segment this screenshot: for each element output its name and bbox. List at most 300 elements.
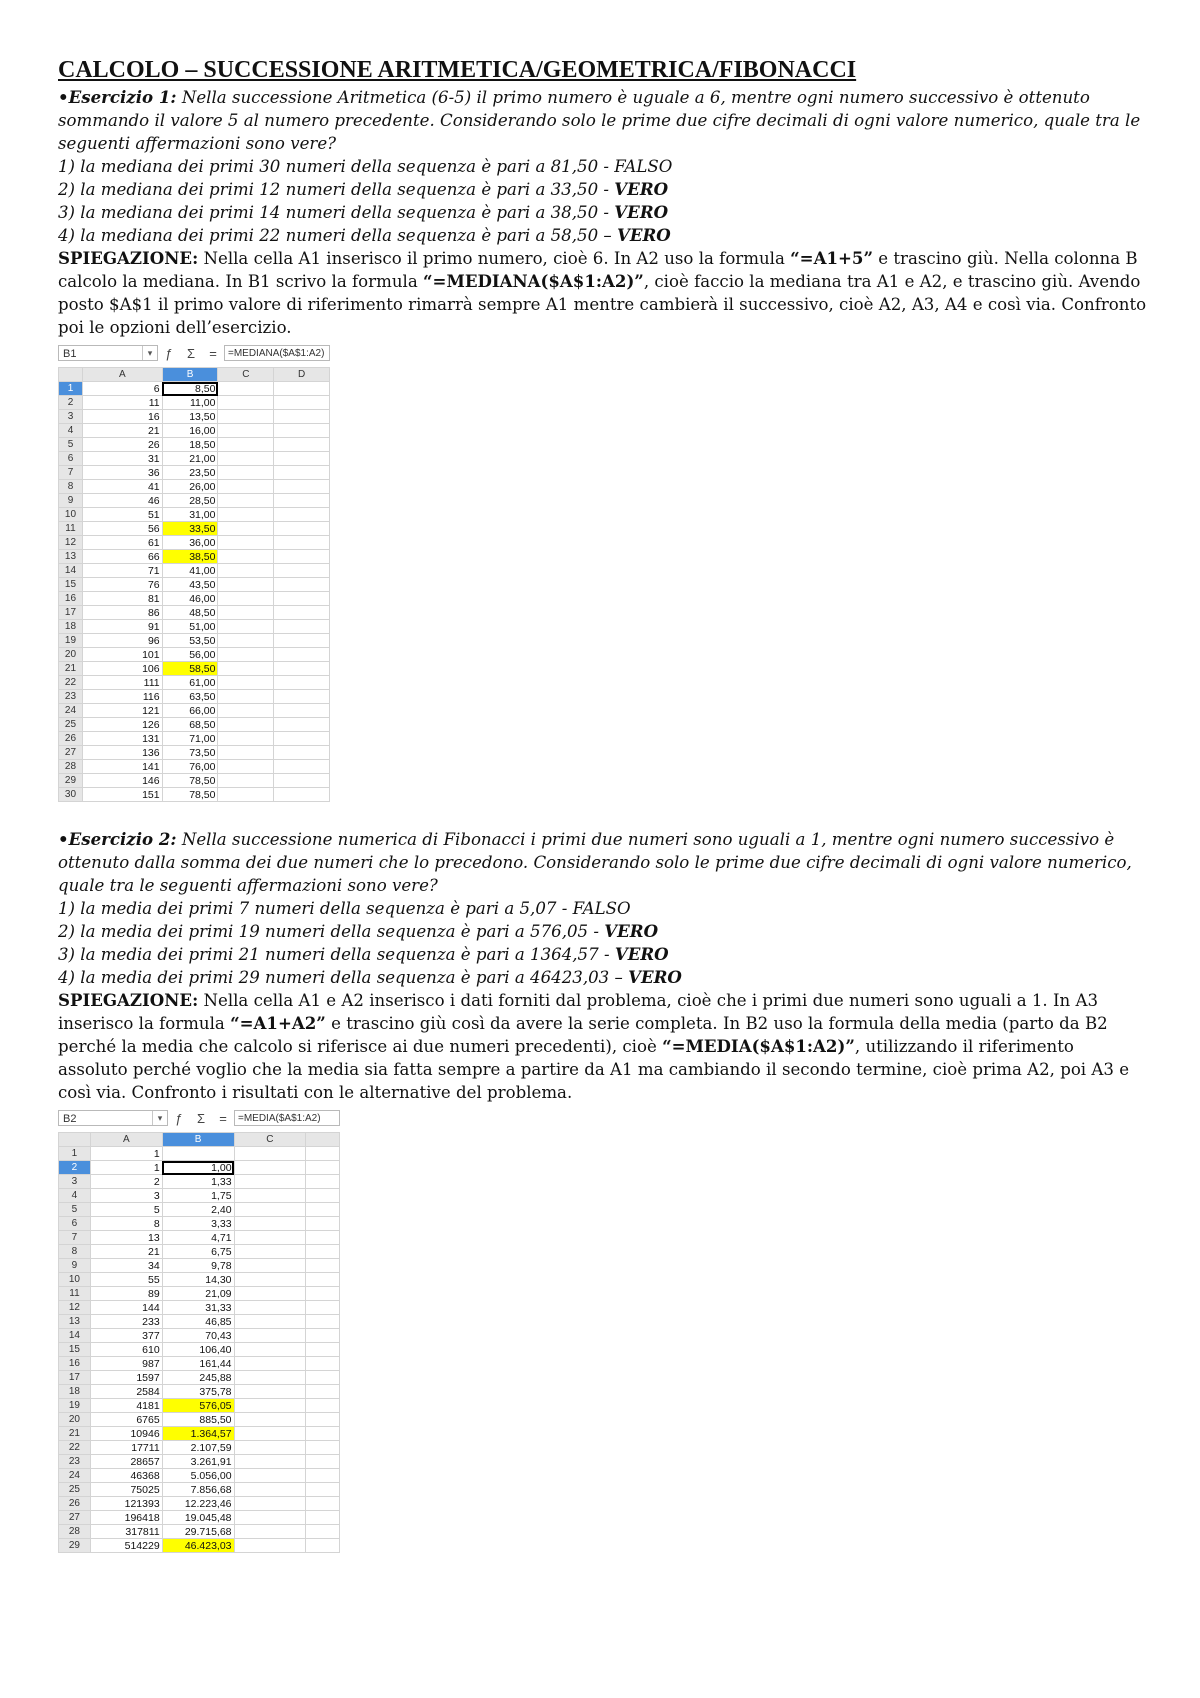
formula-input[interactable]: =MEDIANA($A$1:A2) [224,345,330,361]
cell-empty[interactable] [274,410,330,424]
cell-b[interactable]: 46.423,03 [162,1539,234,1553]
cell-empty[interactable] [234,1203,306,1217]
cell-empty[interactable] [218,410,274,424]
row-header[interactable]: 27 [59,1511,91,1525]
cell-empty[interactable] [274,634,330,648]
cell-b[interactable]: 7.856,68 [162,1483,234,1497]
cell-empty[interactable] [218,550,274,564]
cell-a[interactable]: 89 [90,1287,162,1301]
cell-a[interactable]: 1 [90,1161,162,1175]
row-header[interactable]: 3 [59,410,83,424]
cell-b[interactable]: 106,40 [162,1343,234,1357]
row-header[interactable]: 23 [59,1455,91,1469]
cell-empty[interactable] [306,1343,340,1357]
cell-a[interactable]: 66 [82,550,162,564]
row-header[interactable]: 11 [59,1287,91,1301]
cell-empty[interactable] [306,1245,340,1259]
row-header[interactable]: 22 [59,1441,91,1455]
cell-b[interactable]: 68,50 [162,718,218,732]
row-header[interactable]: 28 [59,1525,91,1539]
cell-empty[interactable] [218,634,274,648]
cell-empty[interactable] [306,1413,340,1427]
row-header[interactable]: 24 [59,704,83,718]
cell-b[interactable]: 76,00 [162,760,218,774]
cell-a[interactable]: 196418 [90,1511,162,1525]
cell-empty[interactable] [306,1399,340,1413]
row-header[interactable]: 14 [59,564,83,578]
cell-empty[interactable] [234,1147,306,1161]
cell-b[interactable]: 8,50 [162,382,218,396]
cell-empty[interactable] [234,1161,306,1175]
cell-a[interactable]: 1597 [90,1371,162,1385]
cell-b[interactable]: 375,78 [162,1385,234,1399]
cell-b[interactable]: 1,00 [162,1161,234,1175]
cell-empty[interactable] [306,1357,340,1371]
cell-b[interactable] [162,1147,234,1161]
cell-empty[interactable] [306,1483,340,1497]
cell-empty[interactable] [218,452,274,466]
cell-empty[interactable] [274,382,330,396]
cell-a[interactable]: 51 [82,508,162,522]
cell-empty[interactable] [218,578,274,592]
cell-empty[interactable] [234,1175,306,1189]
cell-empty[interactable] [218,564,274,578]
cell-empty[interactable] [306,1259,340,1273]
cell-b[interactable]: 33,50 [162,522,218,536]
column-header[interactable] [306,1133,340,1147]
cell-empty[interactable] [234,1413,306,1427]
cell-b[interactable]: 4,71 [162,1231,234,1245]
cell-a[interactable]: 6 [82,382,162,396]
cell-empty[interactable] [274,550,330,564]
row-header[interactable]: 21 [59,1427,91,1441]
cell-empty[interactable] [234,1427,306,1441]
cell-empty[interactable] [306,1455,340,1469]
cell-a[interactable]: 4181 [90,1399,162,1413]
cell-empty[interactable] [234,1217,306,1231]
row-header[interactable]: 29 [59,1539,91,1553]
cell-empty[interactable] [274,648,330,662]
cell-b[interactable]: 2,40 [162,1203,234,1217]
cell-empty[interactable] [274,704,330,718]
row-header[interactable]: 7 [59,1231,91,1245]
cell-a[interactable]: 121 [82,704,162,718]
cell-a[interactable]: 86 [82,606,162,620]
cell-a[interactable]: 233 [90,1315,162,1329]
cell-a[interactable]: 46368 [90,1469,162,1483]
formula-input[interactable]: =MEDIA($A$1:A2) [234,1110,340,1126]
row-header[interactable]: 10 [59,508,83,522]
cell-empty[interactable] [218,662,274,676]
row-header[interactable]: 8 [59,1245,91,1259]
cell-b[interactable]: 23,50 [162,466,218,480]
cell-empty[interactable] [306,1231,340,1245]
cell-a[interactable]: 13 [90,1231,162,1245]
cell-empty[interactable] [306,1301,340,1315]
cell-empty[interactable] [306,1385,340,1399]
row-header[interactable]: 6 [59,1217,91,1231]
cell-a[interactable]: 106 [82,662,162,676]
cell-empty[interactable] [306,1175,340,1189]
cell-a[interactable]: 8 [90,1217,162,1231]
row-header[interactable]: 22 [59,676,83,690]
cell-a[interactable]: 151 [82,788,162,802]
cell-empty[interactable] [218,648,274,662]
cell-b[interactable]: 53,50 [162,634,218,648]
cell-b[interactable]: 63,50 [162,690,218,704]
cell-b[interactable]: 1.364,57 [162,1427,234,1441]
row-header[interactable]: 13 [59,1315,91,1329]
sum-icon[interactable]: Σ [196,1110,206,1126]
cell-empty[interactable] [234,1525,306,1539]
cell-b[interactable]: 14,30 [162,1273,234,1287]
row-header[interactable]: 19 [59,634,83,648]
cell-empty[interactable] [234,1287,306,1301]
cell-a[interactable]: 610 [90,1343,162,1357]
cell-empty[interactable] [306,1203,340,1217]
cell-b[interactable]: 41,00 [162,564,218,578]
cell-empty[interactable] [218,788,274,802]
cell-b[interactable]: 43,50 [162,578,218,592]
column-header[interactable]: B [162,368,218,382]
cell-a[interactable]: 11 [82,396,162,410]
cell-b[interactable]: 26,00 [162,480,218,494]
cell-empty[interactable] [274,746,330,760]
cell-empty[interactable] [218,760,274,774]
cell-a[interactable]: 26 [82,438,162,452]
row-header[interactable]: 5 [59,1203,91,1217]
cell-empty[interactable] [306,1329,340,1343]
cell-empty[interactable] [234,1315,306,1329]
cell-empty[interactable] [218,522,274,536]
cell-a[interactable]: 61 [82,536,162,550]
cell-a[interactable]: 121393 [90,1497,162,1511]
cell-empty[interactable] [218,494,274,508]
cell-empty[interactable] [274,466,330,480]
cell-a[interactable]: 126 [82,718,162,732]
row-header[interactable]: 2 [59,396,83,410]
cell-b[interactable]: 6,75 [162,1245,234,1259]
column-header[interactable]: C [218,368,274,382]
chevron-down-icon[interactable]: ▾ [152,1111,167,1125]
row-header[interactable]: 17 [59,606,83,620]
cell-empty[interactable] [306,1539,340,1553]
cell-empty[interactable] [274,676,330,690]
cell-a[interactable]: 514229 [90,1539,162,1553]
cell-b[interactable]: 48,50 [162,606,218,620]
cell-b[interactable]: 5.056,00 [162,1469,234,1483]
cell-a[interactable]: 31 [82,452,162,466]
cell-a[interactable]: 75025 [90,1483,162,1497]
cell-a[interactable]: 3 [90,1189,162,1203]
row-header[interactable]: 11 [59,522,83,536]
cell-empty[interactable] [234,1539,306,1553]
row-header[interactable]: 1 [59,1147,91,1161]
row-header[interactable]: 12 [59,1301,91,1315]
row-header[interactable]: 24 [59,1469,91,1483]
chevron-down-icon[interactable]: ▾ [142,346,157,360]
cell-a[interactable]: 136 [82,746,162,760]
cell-empty[interactable] [234,1189,306,1203]
row-header[interactable]: 26 [59,1497,91,1511]
cell-empty[interactable] [306,1441,340,1455]
cell-a[interactable]: 16 [82,410,162,424]
cell-b[interactable]: 21,00 [162,452,218,466]
equals-icon[interactable]: = [219,1110,227,1126]
cell-b[interactable]: 576,05 [162,1399,234,1413]
cell-empty[interactable] [274,620,330,634]
cell-empty[interactable] [306,1217,340,1231]
cell-a[interactable]: 91 [82,620,162,634]
cell-empty[interactable] [218,718,274,732]
cell-a[interactable]: 56 [82,522,162,536]
cell-b[interactable]: 2.107,59 [162,1441,234,1455]
row-header[interactable]: 28 [59,760,83,774]
cell-empty[interactable] [218,508,274,522]
row-header[interactable]: 10 [59,1273,91,1287]
cell-empty[interactable] [306,1147,340,1161]
cell-empty[interactable] [274,536,330,550]
cell-empty[interactable] [218,746,274,760]
row-header[interactable]: 23 [59,690,83,704]
row-header[interactable]: 15 [59,1343,91,1357]
cell-b[interactable]: 21,09 [162,1287,234,1301]
cell-b[interactable]: 3,33 [162,1217,234,1231]
column-header[interactable]: D [274,368,330,382]
cell-b[interactable]: 9,78 [162,1259,234,1273]
row-header[interactable]: 26 [59,732,83,746]
row-header[interactable]: 17 [59,1371,91,1385]
cell-empty[interactable] [274,760,330,774]
row-header[interactable]: 27 [59,746,83,760]
cell-a[interactable]: 141 [82,760,162,774]
cell-b[interactable]: 58,50 [162,662,218,676]
cell-empty[interactable] [234,1343,306,1357]
cell-empty[interactable] [218,424,274,438]
cell-a[interactable]: 96 [82,634,162,648]
cell-empty[interactable] [218,466,274,480]
cell-a[interactable]: 2584 [90,1385,162,1399]
cell-empty[interactable] [306,1511,340,1525]
cell-a[interactable]: 144 [90,1301,162,1315]
cell-b[interactable]: 66,00 [162,704,218,718]
cell-a[interactable]: 131 [82,732,162,746]
cell-empty[interactable] [234,1371,306,1385]
cell-a[interactable]: 21 [90,1245,162,1259]
row-header[interactable]: 5 [59,438,83,452]
column-header[interactable]: A [90,1133,162,1147]
cell-empty[interactable] [306,1469,340,1483]
cell-b[interactable]: 51,00 [162,620,218,634]
row-header[interactable]: 25 [59,1483,91,1497]
cell-empty[interactable] [234,1469,306,1483]
cell-b[interactable]: 78,50 [162,788,218,802]
corner-cell[interactable] [59,1133,91,1147]
cell-a[interactable]: 987 [90,1357,162,1371]
row-header[interactable]: 20 [59,648,83,662]
cell-empty[interactable] [274,480,330,494]
cell-a[interactable]: 46 [82,494,162,508]
cell-empty[interactable] [274,438,330,452]
cell-empty[interactable] [218,606,274,620]
column-header[interactable]: A [82,368,162,382]
cell-empty[interactable] [218,536,274,550]
cell-b[interactable]: 1,33 [162,1175,234,1189]
row-header[interactable]: 20 [59,1413,91,1427]
row-header[interactable]: 4 [59,424,83,438]
row-header[interactable]: 9 [59,1259,91,1273]
cell-empty[interactable] [234,1357,306,1371]
row-header[interactable]: 15 [59,578,83,592]
cell-empty[interactable] [274,564,330,578]
cell-a[interactable]: 5 [90,1203,162,1217]
cell-b[interactable]: 16,00 [162,424,218,438]
row-header[interactable]: 3 [59,1175,91,1189]
row-header[interactable]: 9 [59,494,83,508]
cell-a[interactable]: 146 [82,774,162,788]
cell-empty[interactable] [274,732,330,746]
row-header[interactable]: 19 [59,1399,91,1413]
cell-a[interactable]: 71 [82,564,162,578]
cell-a[interactable]: 55 [90,1273,162,1287]
cell-b[interactable]: 1,75 [162,1189,234,1203]
cell-empty[interactable] [234,1441,306,1455]
function-wizard-icon[interactable]: ƒ [175,1110,183,1126]
cell-empty[interactable] [274,774,330,788]
cell-a[interactable]: 34 [90,1259,162,1273]
row-header[interactable]: 16 [59,592,83,606]
column-header[interactable]: C [234,1133,306,1147]
cell-b[interactable]: 78,50 [162,774,218,788]
cell-a[interactable]: 36 [82,466,162,480]
cell-empty[interactable] [306,1315,340,1329]
cell-empty[interactable] [234,1455,306,1469]
cell-b[interactable]: 29.715,68 [162,1525,234,1539]
row-header[interactable]: 18 [59,620,83,634]
cell-empty[interactable] [234,1301,306,1315]
cell-empty[interactable] [306,1497,340,1511]
cell-empty[interactable] [218,620,274,634]
cell-b[interactable]: 245,88 [162,1371,234,1385]
cell-empty[interactable] [218,396,274,410]
cell-empty[interactable] [306,1287,340,1301]
cell-empty[interactable] [234,1497,306,1511]
cell-b[interactable]: 73,50 [162,746,218,760]
cell-empty[interactable] [234,1511,306,1525]
cell-b[interactable]: 11,00 [162,396,218,410]
cell-empty[interactable] [234,1399,306,1413]
row-header[interactable]: 13 [59,550,83,564]
cell-empty[interactable] [234,1329,306,1343]
cell-a[interactable]: 2 [90,1175,162,1189]
cell-empty[interactable] [274,662,330,676]
cell-empty[interactable] [306,1525,340,1539]
cell-b[interactable]: 46,00 [162,592,218,606]
cell-empty[interactable] [306,1189,340,1203]
cell-b[interactable]: 38,50 [162,550,218,564]
cell-empty[interactable] [274,494,330,508]
cell-a[interactable]: 6765 [90,1413,162,1427]
row-header[interactable]: 14 [59,1329,91,1343]
cell-empty[interactable] [218,676,274,690]
name-box[interactable]: B1 ▾ [58,345,158,361]
cell-a[interactable]: 17711 [90,1441,162,1455]
cell-empty[interactable] [218,480,274,494]
cell-empty[interactable] [274,424,330,438]
cell-empty[interactable] [218,732,274,746]
cell-empty[interactable] [234,1483,306,1497]
row-header[interactable]: 1 [59,382,83,396]
cell-empty[interactable] [306,1427,340,1441]
column-header[interactable]: B [162,1133,234,1147]
cell-empty[interactable] [274,690,330,704]
cell-b[interactable]: 13,50 [162,410,218,424]
cell-a[interactable]: 116 [82,690,162,704]
cell-empty[interactable] [274,592,330,606]
equals-icon[interactable]: = [209,345,217,361]
cell-empty[interactable] [234,1385,306,1399]
cell-b[interactable]: 12.223,46 [162,1497,234,1511]
cell-a[interactable]: 21 [82,424,162,438]
row-header[interactable]: 29 [59,774,83,788]
cell-empty[interactable] [306,1273,340,1287]
cell-b[interactable]: 18,50 [162,438,218,452]
cell-empty[interactable] [218,690,274,704]
corner-cell[interactable] [59,368,83,382]
row-header[interactable]: 25 [59,718,83,732]
row-header[interactable]: 16 [59,1357,91,1371]
cell-empty[interactable] [218,704,274,718]
cell-b[interactable]: 19.045,48 [162,1511,234,1525]
cell-b[interactable]: 56,00 [162,648,218,662]
cell-empty[interactable] [274,452,330,466]
cell-b[interactable]: 31,00 [162,508,218,522]
row-header[interactable]: 8 [59,480,83,494]
cell-empty[interactable] [274,396,330,410]
row-header[interactable]: 7 [59,466,83,480]
cell-empty[interactable] [274,522,330,536]
cell-empty[interactable] [218,382,274,396]
row-header[interactable]: 21 [59,662,83,676]
cell-empty[interactable] [234,1273,306,1287]
cell-b[interactable]: 70,43 [162,1329,234,1343]
row-header[interactable]: 6 [59,452,83,466]
cell-a[interactable]: 101 [82,648,162,662]
row-header[interactable]: 18 [59,1385,91,1399]
cell-a[interactable]: 41 [82,480,162,494]
cell-b[interactable]: 161,44 [162,1357,234,1371]
sum-icon[interactable]: Σ [186,345,196,361]
row-header[interactable]: 4 [59,1189,91,1203]
cell-empty[interactable] [274,508,330,522]
cell-b[interactable]: 46,85 [162,1315,234,1329]
cell-b[interactable]: 36,00 [162,536,218,550]
cell-empty[interactable] [234,1245,306,1259]
cell-a[interactable]: 317811 [90,1525,162,1539]
cell-empty[interactable] [274,578,330,592]
cell-empty[interactable] [274,606,330,620]
cell-a[interactable]: 1 [90,1147,162,1161]
cell-empty[interactable] [218,438,274,452]
cell-b[interactable]: 3.261,91 [162,1455,234,1469]
row-header[interactable]: 30 [59,788,83,802]
cell-empty[interactable] [234,1231,306,1245]
cell-a[interactable]: 377 [90,1329,162,1343]
cell-b[interactable]: 71,00 [162,732,218,746]
cell-empty[interactable] [306,1371,340,1385]
cell-empty[interactable] [234,1259,306,1273]
cell-a[interactable]: 81 [82,592,162,606]
